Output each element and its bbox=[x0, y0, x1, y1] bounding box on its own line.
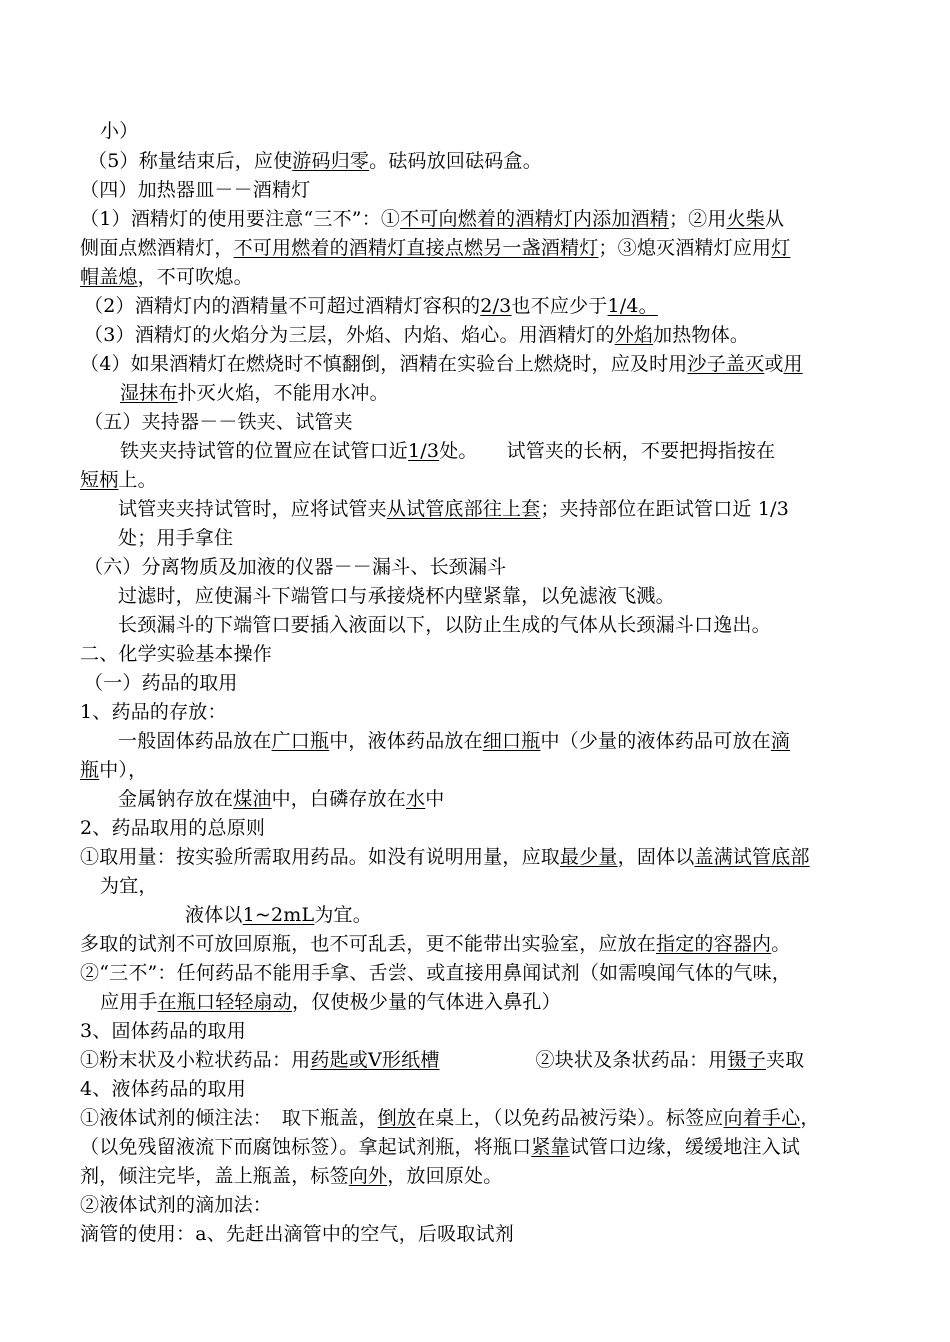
underlined-term: 向外 bbox=[348, 1165, 388, 1187]
underlined-term: 湿抹布 bbox=[120, 382, 178, 404]
underlined-term: 外焰 bbox=[614, 324, 654, 346]
text-line bbox=[80, 1220, 514, 1248]
subsection-heading bbox=[80, 698, 227, 726]
text-run: ；夹持部位在距试管口近 1/3 bbox=[540, 498, 790, 520]
text-run: 中）， bbox=[99, 759, 148, 781]
text-run: （五）夹持器－－铁夹、试管夹 bbox=[84, 411, 353, 433]
underlined-term: 不可用燃着的酒精灯直接点燃另一盏酒精灯 bbox=[233, 237, 599, 259]
text-run: ；②用 bbox=[668, 208, 727, 230]
text-line bbox=[80, 263, 253, 291]
text-run: 中，液体药品放在 bbox=[329, 730, 483, 752]
text-run: 2、药品取用的总原则 bbox=[80, 817, 266, 839]
text-run: 中 bbox=[425, 788, 445, 810]
text-line bbox=[80, 930, 790, 958]
text-run: 4、液体药品的取用 bbox=[80, 1078, 246, 1100]
text-line bbox=[80, 205, 784, 233]
underlined-term: 沙子盖灭 bbox=[687, 353, 765, 375]
section-heading bbox=[80, 640, 272, 668]
text-run: 夹取 bbox=[765, 1049, 805, 1071]
text-line bbox=[120, 379, 389, 407]
text-line bbox=[100, 872, 158, 900]
text-line bbox=[118, 495, 789, 523]
text-run: 侧面点燃酒精灯， bbox=[80, 237, 234, 259]
text-line bbox=[80, 466, 157, 494]
text-run: 剂，倾注完毕，盖上瓶盖，标签 bbox=[80, 1165, 349, 1187]
text-run: 中，白磷存放在 bbox=[271, 788, 407, 810]
text-run: 。砝码放回砝码盒。 bbox=[369, 150, 542, 172]
underlined-term: 滴 bbox=[770, 730, 791, 752]
text-line bbox=[80, 756, 147, 784]
text-line bbox=[100, 117, 138, 145]
text-run: 或 bbox=[764, 353, 784, 375]
underlined-term: 1/4。 bbox=[607, 295, 658, 317]
text-line bbox=[118, 727, 790, 755]
underlined-term: 最少量 bbox=[560, 846, 618, 868]
underlined-term: 镊子 bbox=[727, 1049, 766, 1071]
text-run: ，仅使极少量的气体进入鼻孔） bbox=[292, 991, 561, 1013]
text-run: ①液体试剂的倾注法： 取下瓶盖， bbox=[80, 1107, 378, 1129]
text-line bbox=[100, 988, 561, 1016]
underlined-term: 游码归零 bbox=[292, 150, 370, 172]
text-line bbox=[118, 524, 233, 552]
text-line bbox=[80, 1104, 820, 1132]
text-run: 试管口边缘，缓缓地注入试 bbox=[569, 1136, 801, 1158]
text-line bbox=[80, 1046, 804, 1074]
underlined-term: 在瓶口轻轻扇动 bbox=[157, 991, 293, 1013]
text-run: 扑灭火焰，不能用水冲。 bbox=[177, 382, 389, 404]
underlined-term: 不可向燃着的酒精灯内添加酒精 bbox=[400, 208, 669, 230]
text-run: ②“三不”：任何药品不能用手拿、舌尝、或直接用鼻闻试剂（如需嗅闻气体的气味， bbox=[80, 962, 792, 984]
text-line bbox=[80, 843, 810, 871]
text-run: （4）如果酒精灯在燃烧时不慎翻倒，酒精在实验台上燃烧时，应及时用 bbox=[80, 353, 688, 375]
subsection-heading bbox=[80, 1075, 246, 1103]
text-line bbox=[84, 292, 658, 320]
underlined-term: 帽盖熄 bbox=[80, 266, 138, 288]
underlined-term: 水 bbox=[406, 788, 426, 810]
text-run: 过滤时，应使漏斗下端管口与承接烧杯内壁紧靠，以免滤液飞溅。 bbox=[118, 585, 675, 607]
underlined-term: 1~2mL bbox=[242, 904, 315, 926]
text-run: ，放回原处。 bbox=[387, 1165, 503, 1187]
text-run: ， bbox=[800, 1107, 820, 1129]
text-line bbox=[185, 901, 372, 929]
text-run: ①粉末状及小粒状药品：用 bbox=[80, 1049, 311, 1071]
text-line bbox=[80, 1133, 800, 1161]
text-run: 试管夹夹持试管时，应将试管夹 bbox=[118, 498, 387, 520]
text-run: 金属钠存放在 bbox=[118, 788, 234, 810]
text-line bbox=[80, 1191, 272, 1219]
text-run: 小） bbox=[100, 120, 139, 142]
text-run: 长颈漏斗的下端管口要插入液面以下，以防止生成的气体从长颈漏斗口逸出。 bbox=[118, 614, 771, 636]
text-run: ②块状及条状药品：用 bbox=[439, 1049, 728, 1071]
section-heading bbox=[84, 408, 353, 436]
text-run: 。 bbox=[771, 933, 791, 955]
underlined-term: 2/3 bbox=[480, 295, 512, 317]
text-run: 为宜。 bbox=[314, 904, 372, 926]
text-run: 加热物体。 bbox=[653, 324, 750, 346]
underlined-term: 1/3 bbox=[408, 440, 440, 462]
subsection-heading bbox=[80, 814, 265, 842]
text-run: （四）加热器皿－－酒精灯 bbox=[80, 179, 311, 201]
text-line bbox=[118, 611, 771, 639]
text-run: ；③熄灭酒精灯应用 bbox=[598, 237, 772, 259]
text-run: （以免残留液流下而腐蚀标签）。拿起试剂瓶，将瓶口 bbox=[80, 1136, 532, 1158]
underlined-term: 短柄 bbox=[80, 469, 119, 491]
section-heading bbox=[84, 669, 238, 697]
text-run: 液体以 bbox=[185, 904, 243, 926]
underlined-term: 广口瓶 bbox=[271, 730, 330, 752]
text-run: ，固体以 bbox=[617, 846, 695, 868]
text-run: 从 bbox=[764, 208, 785, 230]
underlined-term: 指定的容器内 bbox=[656, 933, 772, 955]
text-run: ，不可吹熄。 bbox=[137, 266, 253, 288]
text-run: 上。 bbox=[118, 469, 157, 491]
text-line bbox=[118, 582, 675, 610]
underlined-term: 倒放 bbox=[377, 1107, 417, 1129]
text-line bbox=[88, 147, 542, 175]
section-heading bbox=[84, 553, 506, 581]
text-run: 处。 试管夹的长柄，不要把拇指按在 bbox=[439, 440, 776, 462]
text-run: ①取用量：按实验所需取用药品。如没有说明用量，应取 bbox=[80, 846, 561, 868]
text-run: 1、药品的存放： bbox=[80, 701, 227, 723]
underlined-term: 用 bbox=[783, 353, 803, 375]
underlined-term: 灯 bbox=[771, 237, 791, 259]
text-line bbox=[84, 321, 749, 349]
text-run: 在桌上，（以免药品被污染）。标签应 bbox=[416, 1107, 724, 1129]
text-run: ②液体试剂的滴加法： bbox=[80, 1194, 273, 1216]
text-run: 铁夹夹持试管的位置应在试管口近 bbox=[120, 440, 409, 462]
text-run: （一）药品的取用 bbox=[84, 672, 238, 694]
text-run: 滴管的使用：a、先赶出滴管中的空气，后吸取试剂 bbox=[80, 1223, 514, 1245]
text-line bbox=[80, 959, 791, 987]
text-run: （1）酒精灯的使用要注意“三不”：① bbox=[80, 208, 401, 230]
text-run: 处；用手拿住 bbox=[118, 527, 234, 549]
subsection-heading bbox=[80, 1017, 246, 1045]
text-line bbox=[80, 1162, 502, 1190]
text-run: 多取的试剂不可放回原瓶，也不可乱丢，更不能带出实验室，应放在 bbox=[80, 933, 657, 955]
text-run: （六）分离物质及加液的仪器－－漏斗、长颈漏斗 bbox=[84, 556, 507, 578]
underlined-term: 药匙或V形纸槽 bbox=[310, 1049, 440, 1071]
text-line bbox=[80, 350, 803, 378]
underlined-term: 向着手心 bbox=[723, 1107, 801, 1129]
text-run: （2）酒精灯内的酒精量不可超过酒精灯容积的 bbox=[84, 295, 481, 317]
text-run: 一般固体药品放在 bbox=[118, 730, 272, 752]
text-run: 二、化学实验基本操作 bbox=[80, 643, 273, 665]
text-run: 3、固体药品的取用 bbox=[80, 1020, 246, 1042]
text-line bbox=[120, 437, 775, 465]
underlined-term: 紧靠 bbox=[531, 1136, 570, 1158]
underlined-term: 从试管底部往上套 bbox=[386, 498, 541, 520]
underlined-term: 火柴 bbox=[726, 208, 765, 230]
text-run: （3）酒精灯的火焰分为三层，外焰、内焰、焰心。用酒精灯的 bbox=[84, 324, 615, 346]
text-run: 为宜， bbox=[100, 875, 158, 897]
underlined-term: 煤油 bbox=[233, 788, 272, 810]
underlined-term: 瓶 bbox=[80, 759, 100, 781]
text-line bbox=[80, 234, 790, 262]
text-run: 应用手 bbox=[100, 991, 158, 1013]
underlined-term: 盖满试管底部 bbox=[694, 846, 810, 868]
section-heading bbox=[80, 176, 310, 204]
text-line bbox=[118, 785, 444, 813]
underlined-term: 细口瓶 bbox=[482, 730, 541, 752]
text-run: 也不应少于 bbox=[511, 295, 608, 317]
text-run: （5）称量结束后，应使 bbox=[88, 150, 293, 172]
text-run: 中（少量的液体药品可放在 bbox=[540, 730, 771, 752]
